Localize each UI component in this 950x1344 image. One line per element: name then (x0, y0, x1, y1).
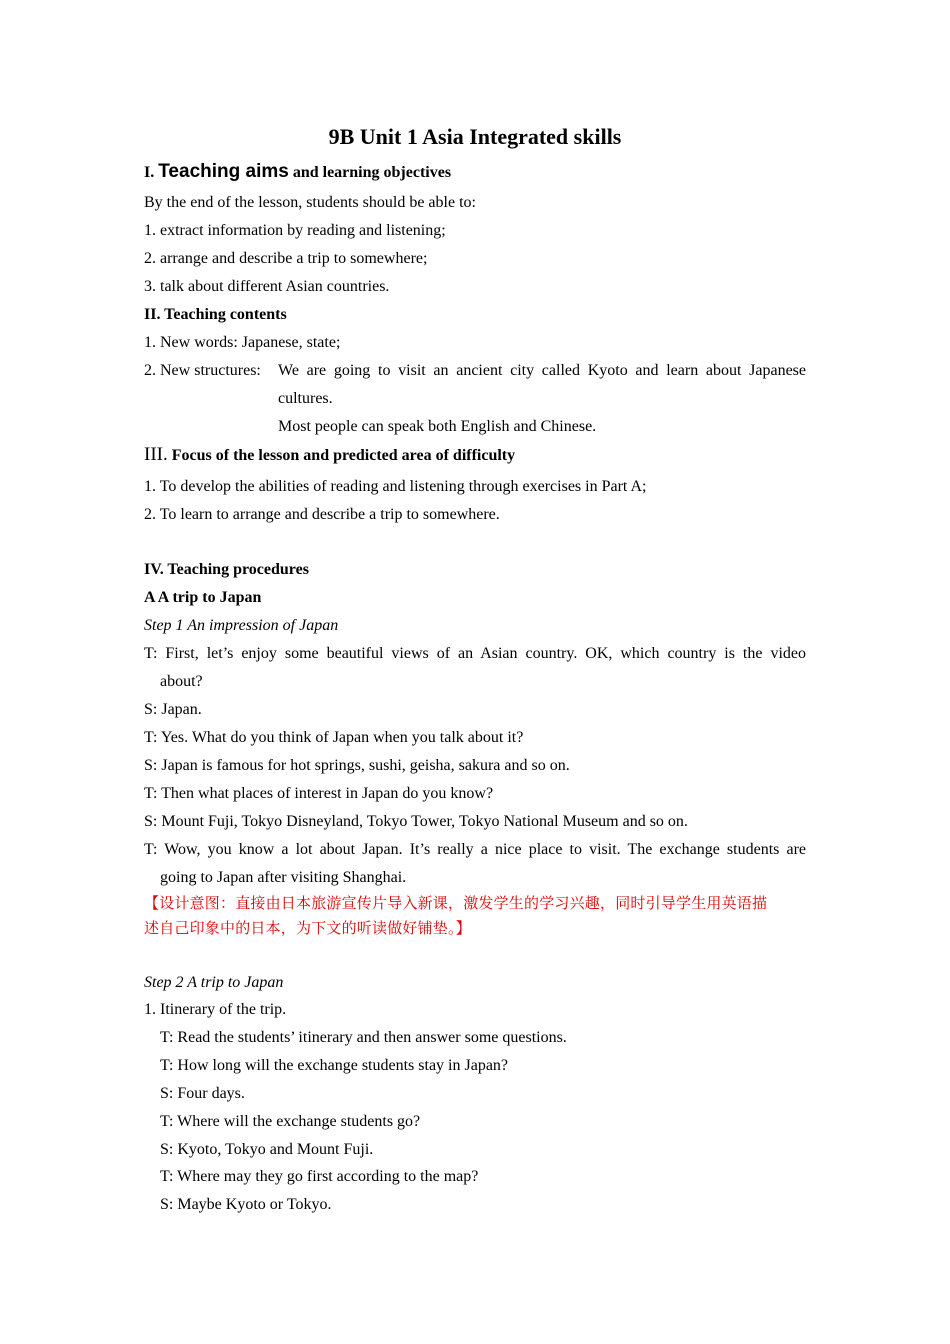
section-heading-part: Focus of the lesson and predicted area of difficulty (171, 447, 516, 464)
section-heading-teaching-contents: II. Teaching contents (144, 306, 287, 323)
dialogue-line: S: Maybe Kyoto or Tokyo. (160, 1196, 332, 1213)
structure-sentence-continued: cultures. (278, 390, 333, 407)
step-title: Step 1 An impression of Japan (144, 617, 339, 634)
section-heading-part: Teaching aims (158, 161, 289, 182)
list-item: 1. New words: Japanese, state; (144, 334, 341, 351)
dialogue-line: S: Japan is famous for hot springs, sushi, geisha, sakura and so on. (144, 757, 570, 774)
design-note: 【设计意图：直接由日本旅游宣传片导入新课，激发学生的学习兴趣，同时引导学生用英语描 (144, 894, 768, 912)
list-item: 1. To develop the abilities of reading and listening through exercises in Part A; (144, 478, 647, 495)
section-numeral: I. (144, 164, 155, 181)
section-numeral: III. (144, 444, 168, 465)
design-note: 述自己印象中的日本，为下文的听读做好铺垫。】 (144, 919, 471, 937)
list-item: 1. extract information by reading and listening; (144, 222, 446, 239)
dialogue-line: S: Mount Fuji, Tokyo Disneyland, Tokyo Tower, Tokyo National Museum and so on. (144, 813, 688, 830)
dialogue-line-continued: going to Japan after visiting Shanghai. (160, 869, 407, 886)
dialogue-line: T: First, let’s enjoy some beautiful views of an Asian country. OK, which country is the video (144, 645, 806, 662)
dialogue-line: T: Wow, you know a lot about Japan. It’s really a nice place to visit. The exchange students are (144, 841, 806, 858)
structure-sentence: Most people can speak both English and Chinese. (278, 418, 597, 435)
dialogue-line: S: Four days. (160, 1085, 245, 1102)
dialogue-line: T: Where may they go first according to the map? (160, 1168, 479, 1185)
section-heading-focus (144, 445, 806, 466)
section-heading-teaching-aims (144, 162, 806, 183)
section-heading-procedures: IV. Teaching procedures (144, 561, 309, 578)
part-heading: A A trip to Japan (144, 589, 262, 606)
dialogue-line: T: Then what places of interest in Japan do you know? (144, 785, 494, 802)
dialogue-line-continued: about? (160, 673, 203, 690)
dialogue-line: T: Read the students’ itinerary and then answer some questions. (160, 1029, 567, 1046)
structure-sentence: We are going to visit an ancient city called Kyoto and learn about Japanese (278, 362, 806, 379)
list-item: 2. arrange and describe a trip to somewhere; (144, 250, 428, 267)
step-title: Step 2 A trip to Japan (144, 974, 284, 991)
dialogue-line: S: Japan. (144, 701, 202, 718)
list-item: 1. Itinerary of the trip. (144, 1001, 287, 1018)
paragraph: By the end of the lesson, students should be able to: (144, 194, 476, 211)
dialogue-line: T: How long will the exchange students stay in Japan? (160, 1057, 509, 1074)
list-item: 3. talk about different Asian countries. (144, 278, 390, 295)
list-item: 2. To learn to arrange and describe a trip to somewhere. (144, 506, 500, 523)
section-heading-part: and learning objectives (292, 164, 452, 181)
dialogue-line: T: Where will the exchange students go? (160, 1113, 421, 1130)
dialogue-line: S: Kyoto, Tokyo and Mount Fuji. (160, 1141, 374, 1158)
list-item-label: 2. New structures: (144, 362, 261, 379)
dialogue-line: T: Yes. What do you think of Japan when you talk about it? (144, 729, 524, 746)
document-title: 9B Unit 1 Asia Integrated skills (328, 124, 622, 149)
